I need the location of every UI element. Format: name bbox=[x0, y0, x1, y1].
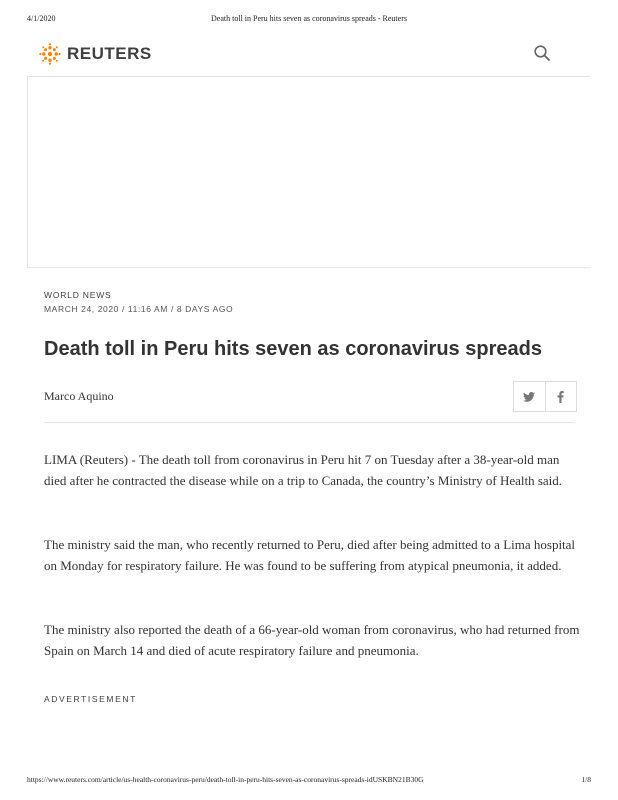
reuters-logo[interactable] bbox=[39, 41, 152, 67]
print-header bbox=[27, 14, 591, 26]
dateline: MARCH 24, 2020 / 11:16 AM / 8 DAYS AGO bbox=[44, 304, 234, 314]
paragraph-text: The ministry said the man, who recently returned to Peru, died after being admitted to a Lima hospital on Monday for respiratory failure. He was found to be suffering from atypical pneumonia, it added. bbox=[44, 537, 576, 573]
twitter-icon bbox=[523, 392, 535, 402]
twitter-share-button[interactable] bbox=[514, 382, 545, 411]
paragraph-text: The ministry also reported the death of a 66-year-old woman from coronavirus, who had returned from Spain on March 14 and died of acute respiratory failure and pneumonia. bbox=[44, 622, 580, 658]
print-date: 4/1/2020 bbox=[27, 14, 56, 23]
advertisement-label: ADVERTISEMENT bbox=[44, 694, 137, 704]
site-header bbox=[27, 36, 590, 77]
reuters-logo-mark-icon bbox=[39, 43, 61, 65]
print-url: https://www.reuters.com/article/us-health-coronavirus-peru/death-toll-in-peru-hits-seven-as-coronavirus-spreads-idUSKBN21B30G bbox=[27, 775, 424, 784]
share-buttons bbox=[513, 381, 577, 412]
print-page-title: Death toll in Peru hits seven as coronavirus spreads - Reuters bbox=[211, 14, 407, 23]
divider bbox=[44, 422, 575, 423]
search-icon[interactable] bbox=[533, 44, 551, 62]
section-label[interactable]: WORLD NEWS bbox=[44, 290, 112, 300]
paragraph-text: LIMA (Reuters) - The death toll from coronavirus in Peru hit 7 on Tuesday after a 38-year-old man died after he contracted the disease while on a trip to Canada, the country’s Ministry of Health said. bbox=[44, 452, 563, 488]
article-paragraph bbox=[44, 449, 580, 491]
facebook-icon bbox=[557, 391, 564, 403]
page-number: 1/8 bbox=[581, 775, 591, 784]
print-footer bbox=[27, 775, 591, 787]
article-paragraph bbox=[44, 534, 580, 576]
brand-name: REUTERS bbox=[67, 44, 152, 63]
article-paragraph bbox=[44, 619, 580, 661]
article-headline: Death toll in Peru hits seven as coronavirus spreads bbox=[44, 338, 542, 360]
facebook-share-button[interactable] bbox=[545, 382, 577, 411]
byline[interactable]: Marco Aquino bbox=[44, 389, 114, 403]
ad-placeholder bbox=[27, 77, 591, 268]
